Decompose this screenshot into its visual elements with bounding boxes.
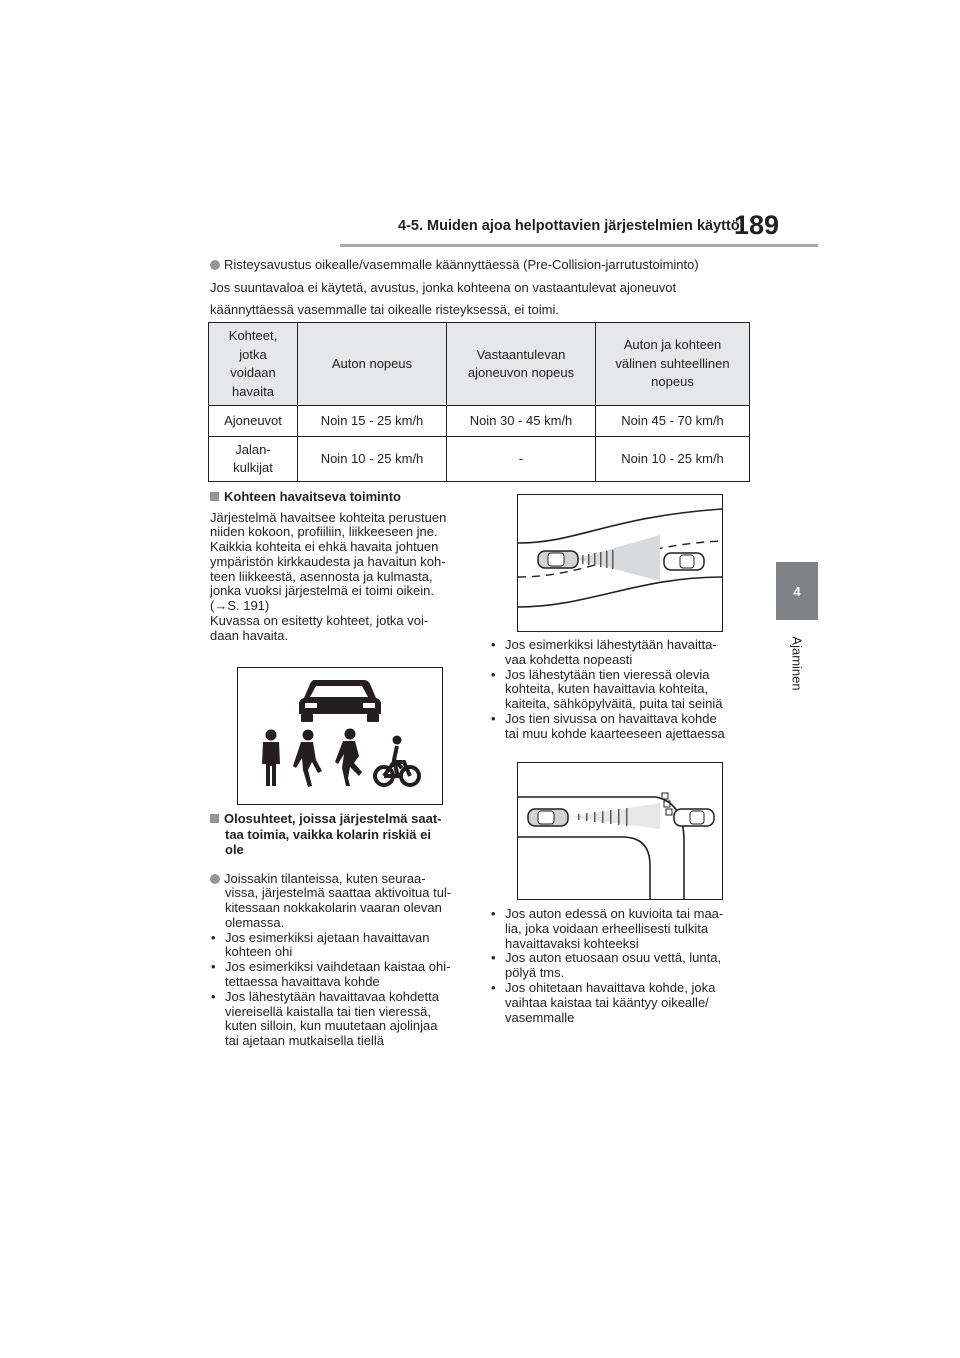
turning-road-figure [517,762,723,900]
curve-road-figure [517,494,723,632]
heading-text: taa toimia, vaikka kolarin riskiä ei [225,826,431,842]
square-bullet-icon [210,814,219,823]
text-line: daan havaita. [210,627,289,643]
header-rule [340,244,818,247]
bullet-text: Joissakin tilanteissa, kuten seuraa- [224,870,426,886]
chapter-name: Ajaminen [789,635,805,691]
item-line: • Jos esimerkiksi lähestytään havaitta- [505,637,717,652]
section-heading [210,489,468,505]
header-text: Auton nopeus [331,355,413,371]
header-text: välinen suhteellinen [615,355,730,371]
chapter-tab-label [776,628,818,698]
bullet-line [210,872,468,887]
text-line: ympäristön kirkkaudesta ja havaitun koh- [210,553,446,569]
right-condition-list-2 [490,907,756,1025]
false-activation-bullet [210,872,468,931]
bullet-text: vissa, järjestelmä saattaa aktivoitua tul- [225,885,452,901]
obstacle-icon [662,793,672,815]
header-text: Auton ja kohteen [623,337,722,353]
header-text: Kohteet, [228,328,278,343]
list-item [490,638,756,668]
item-line: kohteita, kuten havaittavia kohteita, [505,681,709,697]
header-text: jotka [239,346,267,362]
pedestrian-running-icon [335,729,362,787]
bullet-dot-icon [210,874,220,884]
table-header-cell [447,323,596,406]
item-line: kaiteita, sähköpylväitä, puita tai seiniä [505,696,723,712]
item-line: kohteen ohi [225,944,293,960]
intro-section [210,256,770,320]
table-cell: Noin 10 - 25 km/h [298,437,447,482]
table-cell: Ajoneuvot [209,406,298,437]
item-line: • Jos esimerkiksi ajetaan havaittavan [225,929,430,945]
item-line: tai ajetaan mutkaisella tiellä [225,1033,384,1049]
detectable-objects-illustration [238,668,442,804]
pedestrian-standing-icon [262,730,280,787]
item-line: • Jos ohitetaan havaittava kohde, joka [505,979,716,995]
intro-line: Jos suuntavaloa ei käytetä, avustus, jonka kohteena on vastaantulevat ajoneuvot [210,279,677,295]
intro-bullet-text: Risteysavustus oikealle/vasemmalle käännyttäessä (Pre-Collision-jarrutustoiminto) [224,257,699,272]
list-item [210,931,468,961]
item-line: • Jos esimerkiksi vaihdetaan kaistaa ohi- [225,959,451,975]
car-front-icon [299,680,381,722]
cyclist-icon [375,736,419,786]
table-row [209,437,750,482]
text-line: teen liikkeestä, asennosta ja kulmasta, [210,568,433,584]
object-detection-section [210,489,468,644]
text-line: niiden kokoon, profiiliin, liikkeeseen jne. [210,524,438,540]
table-cell [209,437,298,482]
item-line: tai muu kohde kaarteeseen ajettaessa [505,725,725,741]
section-title: 4-5. Muiden ajoa helpottavien järjestelmien käyttö [398,218,740,234]
list-item [210,990,468,1049]
condition-list [210,931,468,1049]
page-reference[interactable]: (→S. 191) [210,598,270,614]
table-cell: Noin 30 - 45 km/h [447,406,596,437]
curve-road-illustration [518,495,722,631]
table-cell: Noin 15 - 25 km/h [298,406,447,437]
item-line: vasemmalle [505,1009,575,1025]
detection-speed-table [208,322,750,482]
intro-bullet [210,256,770,275]
item-line: pölyä tms. [505,965,565,981]
list-item [490,907,756,951]
text-line: Kaikkia kohteita ei ehkä havaita johtuen [210,539,439,555]
item-line: vaa kohdetta nopeasti [505,651,633,667]
list-item [210,960,468,990]
condition-list [490,638,756,742]
header-text: Vastaantulevan [476,346,566,362]
header-text: voidaan [230,365,276,380]
own-car-icon [538,551,578,568]
detectable-objects-figure [237,667,443,805]
item-line: vaihtaa kaistaa tai kääntyy oikealle/ [505,994,709,1010]
list-item [490,712,756,742]
table-header-cell [596,323,750,406]
page-number: 189 [734,210,780,240]
item-line: • Jos auton etuosaan osuu vettä, lunta, [505,950,722,966]
bullet-dot-icon [210,260,220,270]
item-line: lia, joka voidaan erheellisesti tulkita [505,920,709,936]
table-header-cell [209,323,298,406]
heading-line [210,811,468,827]
bullet-text: kitessaan nokkakolarin vaaran olevan [225,900,442,916]
detection-paragraph [210,511,468,644]
right-condition-list-1 [490,638,756,742]
table-cell: - [447,437,596,482]
text-line: jonka vuoksi järjestelmä ei toimi oikein. [210,583,434,599]
item-line: kuten silloin, kun muutetaan ajolinjaa [225,1018,438,1034]
section-heading [210,811,468,858]
heading-text: Olosuhteet, joissa järjestelmä saat- [224,811,442,826]
turning-road-illustration [518,763,722,899]
table-cell: Noin 10 - 25 km/h [596,437,750,482]
bullet-text: olemassa. [225,914,285,930]
own-car-icon [528,809,568,826]
square-bullet-icon [210,492,219,501]
item-line: viereisellä kaistalla tai tien vieressä, [225,1003,431,1019]
cell-text: Jalan- [235,441,271,457]
text-line: Kuvassa on esitetty kohteet, jotka voi- [210,613,429,629]
table-header-row [209,323,750,406]
item-line: • Jos tien sivussa on havaittava kohde [505,710,717,726]
chapter-tab [776,562,818,620]
item-line: havaittavaksi kohteeksi [505,935,639,951]
heading-text: Kohteen havaitseva toiminto [224,489,401,504]
text-line: Järjestelmä havaitsee kohteita perustuen [210,509,447,525]
item-line: tettaessa havaittava kohde [225,974,380,990]
item-line: • Jos auton edessä on kuvioita tai maa- [505,906,724,921]
cell-text: kulkijat [233,460,273,475]
intro-line: käännyttäessä vasemmalle tai oikealle risteyksessä, ei toimi. [210,302,559,317]
item-line: • Jos lähestytään havaittavaa kohdetta [225,988,439,1004]
item-line: • Jos lähestytään tien vieressä olevia [505,666,710,682]
condition-list [490,907,756,1025]
table-row [209,406,750,437]
heading-text: ole [225,842,244,857]
oncoming-car-icon [674,809,714,826]
chapter-number: 4 [793,583,801,599]
list-item [490,668,756,712]
false-activation-section [210,811,468,1049]
list-item [490,951,756,981]
header-text: nopeus [651,374,694,390]
header-text: ajoneuvon nopeus [467,365,575,380]
table-cell: Noin 45 - 70 km/h [596,406,750,437]
list-item [490,981,756,1025]
target-car-icon [664,553,704,570]
header-text: havaita [232,383,274,399]
pedestrian-walking-icon [293,730,322,788]
table-header-cell [298,323,447,406]
